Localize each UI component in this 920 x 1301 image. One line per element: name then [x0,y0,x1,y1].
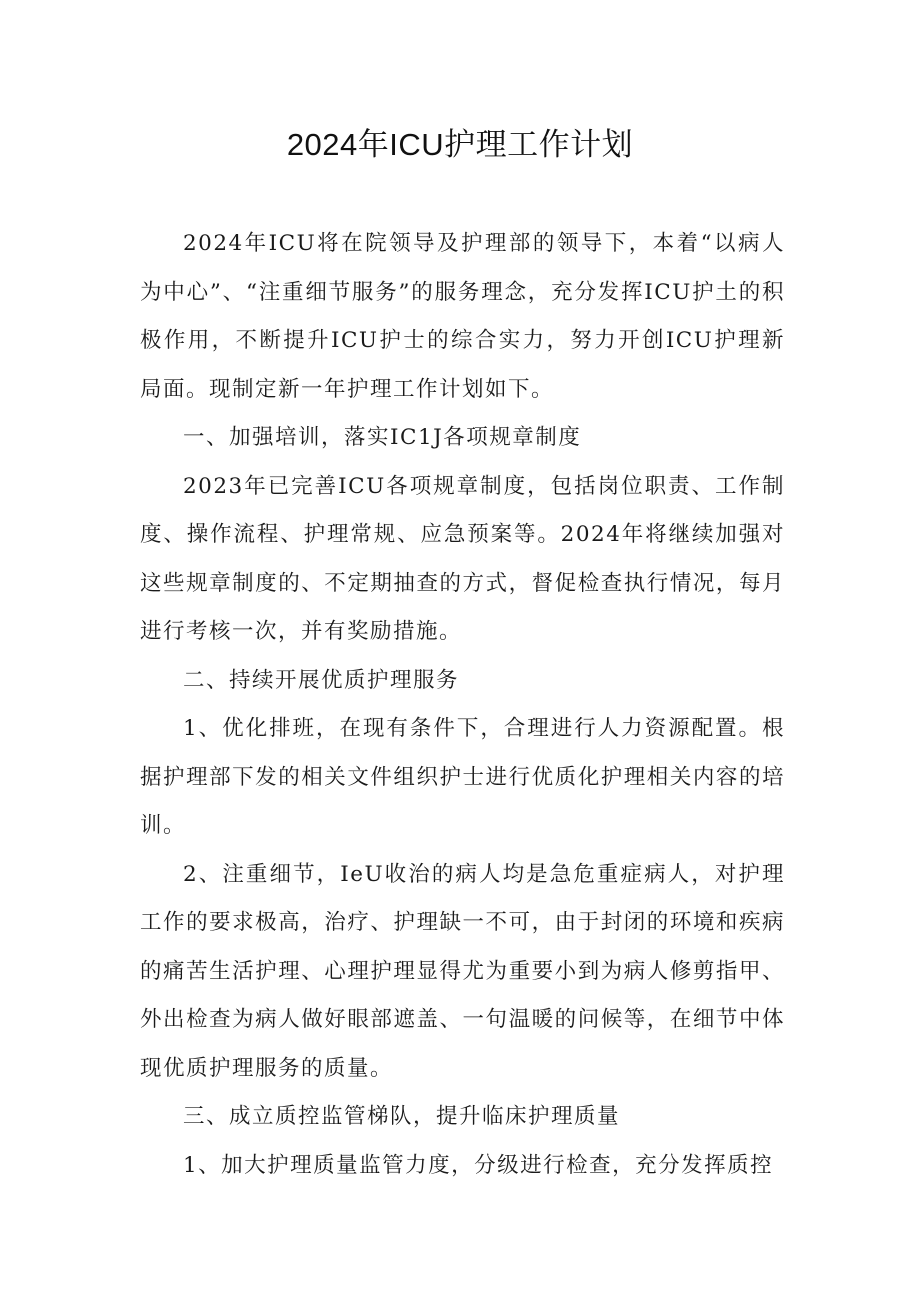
section-heading-1: 一、加强培训，落实IC1J各项规章制度 [183,425,582,450]
paragraph-intro: 2024年ICU将在院领导及护理部的领导下，本着“以病人为中心”、“注重细节服务”的服务理念，充分发挥ICU护土的积极作用，不断提升ICU护士的综合实力，努力开创ICU护理新局面。现制定新一年护理工作计划如下。 [140,231,785,402]
document-title: 2024年ICU护理工作计划 [286,127,634,162]
document-body [140,220,785,1190]
paragraph-item-2-1: 1、优化排班，在现有条件下，合理进行人力资源配置。根据护理部下发的相关文件组织护士进行优质化护理相关内容的培训。 [140,716,785,838]
paragraph-item-2-2: 2、注重细节，IeU收治的病人均是急危重症病人，对护理工作的要求极高，治疗、护理缺一不可，由于封闭的环境和疾病的痛苦生活护理、心理护理显得尤为重要小到为病人修剪指甲、外出检查为病人做好眼部遮盖、一句温暖的问候等，在细节中体现优质护理服务的质量。 [140,861,785,1081]
paragraph-section-1: 2023年已完善ICU各项规章制度，包括岗位职责、工作制度、操作流程、护理常规、应急预案等。2024年将继续加强对这些规章制度的、不定期抽查的方式，督促检查执行情况，每月进行考核一次，并有奖励措施。 [140,473,785,644]
section-heading-3: 三、成立质控监管梯队，提升临床护理质量 [183,1104,621,1129]
section-heading-2: 二、持续开展优质护理服务 [183,667,460,693]
paragraph-item-3-1: 1、加大护理质量监管力度，分级进行检查，充分发挥质控 [183,1152,774,1178]
